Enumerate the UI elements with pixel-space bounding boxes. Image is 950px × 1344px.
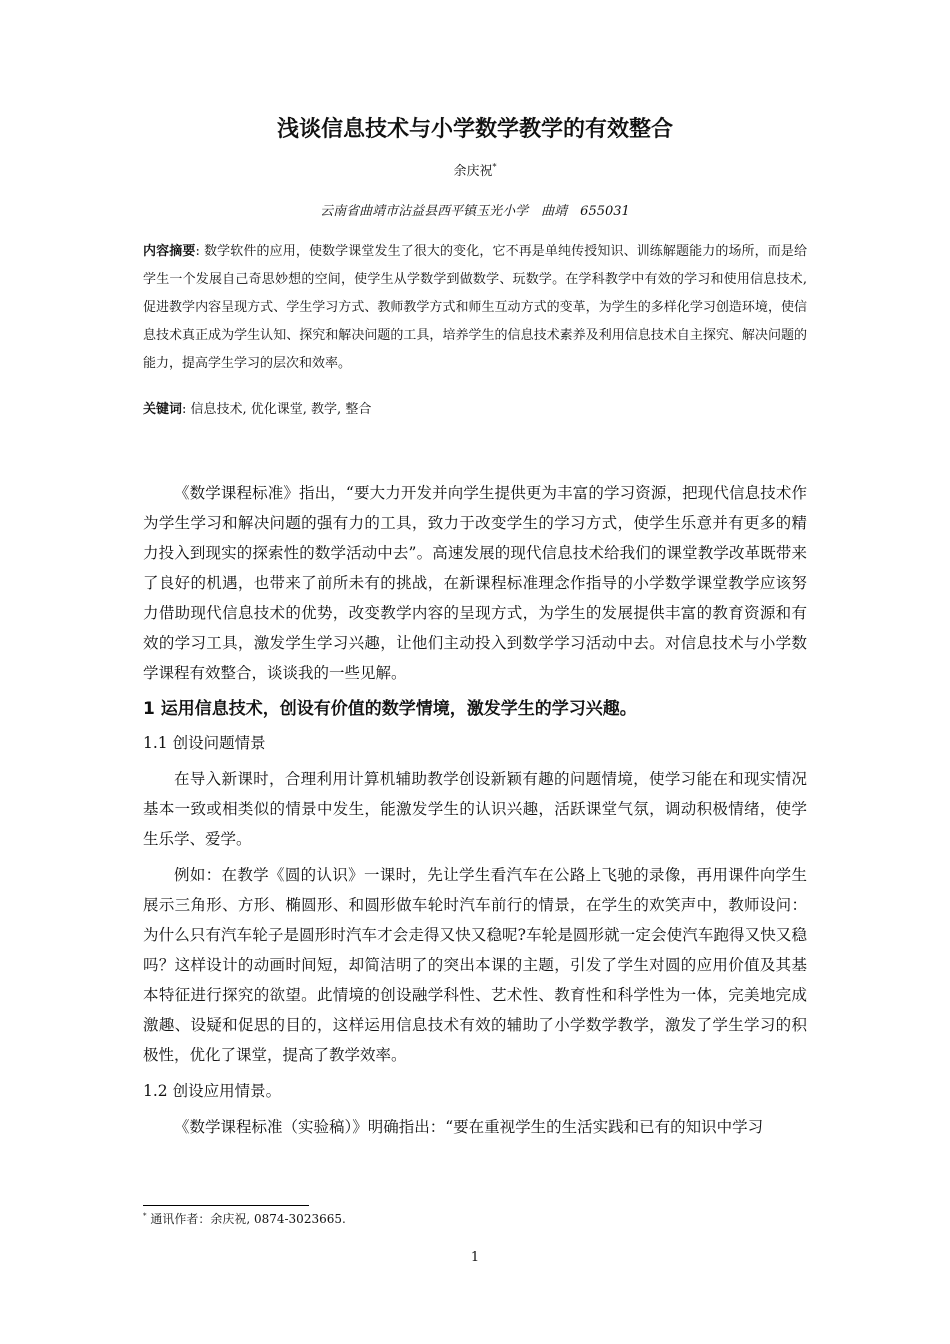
footnote-text: 通讯作者：余庆祝, 0874-3023665. [150, 1212, 346, 1226]
paragraph-1-2-a: 《数学课程标准（实验稿）》明确指出：“要在重视学生的生活实践和已有的知识中学习 [174, 1118, 764, 1136]
affiliation: 云南省曲靖市沾益县西平镇玉光小学 曲靖 655031 [320, 204, 630, 219]
intro-paragraph: 《数学课程标准》指出，“要大力开发并向学生提供更为丰富的学习资源，把现代信息技术作为学生学习和解决问题的强有力的工具，致力于改变学生的学习方式，使学生乐意并有更多的精力投入到现实的探索性的数学活动中去”。高速发展的现代信息技术给我们的课堂教学改革既带来了良好的机遇，也带来了前所未有的挑战，在新课程标准理念作指导的小学数学课堂教学应该努力借助现代信息技术的优势，改变教学内容的呈现方式，为学生的发展提供丰富的教育资源和有效的学习工具，激发学生学习兴趣，让他们主动投入到数学学习活动中去。对信息技术与小学数学课程有效整合，谈谈我的一些见解。 [143, 484, 807, 682]
author-footnote-mark: * [492, 162, 497, 172]
abstract-text: : 数学软件的应用，使数学课堂发生了很大的变化，它不再是单纯传授知识、训练解题能力的场所，而是给学生一个发展自己奇思妙想的空间，使学生从学数学到做数学、玩数学。在学科教学中有效的学习和使用信息技术,促进教学内容呈现方式、学生学习方式、教师教学方式和师生互动方式的变革，为学生的多样化学习创造环境，使信息技术真正成为学生认知、探究和解决问题的工具，培养学生的信息技术素养及利用信息技术自主探究、解决问题的能力，提高学生学习的层次和效率。 [143, 244, 807, 371]
footnote-rule [143, 1205, 309, 1206]
author-name: 余庆祝 [453, 164, 493, 179]
keywords [143, 398, 807, 422]
keywords-text: : 信息技术, 优化课堂, 教学, 整合 [182, 402, 372, 417]
footnote [143, 1210, 346, 1227]
section-1-heading: 1 运用信息技术，创设有价值的数学情境，激发学生的学习兴趣。 [143, 699, 637, 719]
body-text [143, 478, 807, 1142]
footnote-mark: * [143, 1212, 147, 1220]
paragraph-1-1-a: 在导入新课时，合理利用计算机辅助教学创设新颖有趣的问题情境，使学习能在和现实情况基本一致或相类似的情景中发生，能激发学生的认识兴趣，活跃课堂气氛，调动积极情绪，使学生乐学、爱学。 [143, 770, 807, 848]
author-line [0, 160, 950, 179]
abstract-label: 内容摘要 [143, 244, 196, 259]
keywords-label: 关键词 [143, 402, 183, 417]
subsection-1-1-heading: 1.1 创设问题情景 [143, 734, 266, 752]
subsection-1-2-heading: 1.2 创设应用情景。 [143, 1082, 282, 1100]
page-number: 1 [470, 1250, 480, 1265]
paragraph-1-1-b: 例如：在教学《圆的认识》一课时，先让学生看汽车在公路上飞驰的录像，再用课件向学生展示三角形、方形、椭圆形、和圆形做车轮时汽车前行的情景，在学生的欢笑声中，教师设问：为什么只有汽车轮子是圆形时汽车才会走得又快又稳呢?车轮是圆形就一定会使汽车跑得又快又稳吗？这样设计的动画时间短，却简洁明了的突出本课的主题，引发了学生对圆的应用价值及其基本特征进行探究的欲望。此情境的创设融学科性、艺术性、教育性和科学性为一体，完美地完成激趣、设疑和促思的目的，这样运用信息技术有效的辅助了小学数学教学，激发了学生学习的积极性，优化了课堂，提高了教学效率。 [143, 866, 807, 1064]
paper-title: 浅谈信息技术与小学数学教学的有效整合 [276, 117, 673, 142]
abstract [143, 238, 807, 378]
